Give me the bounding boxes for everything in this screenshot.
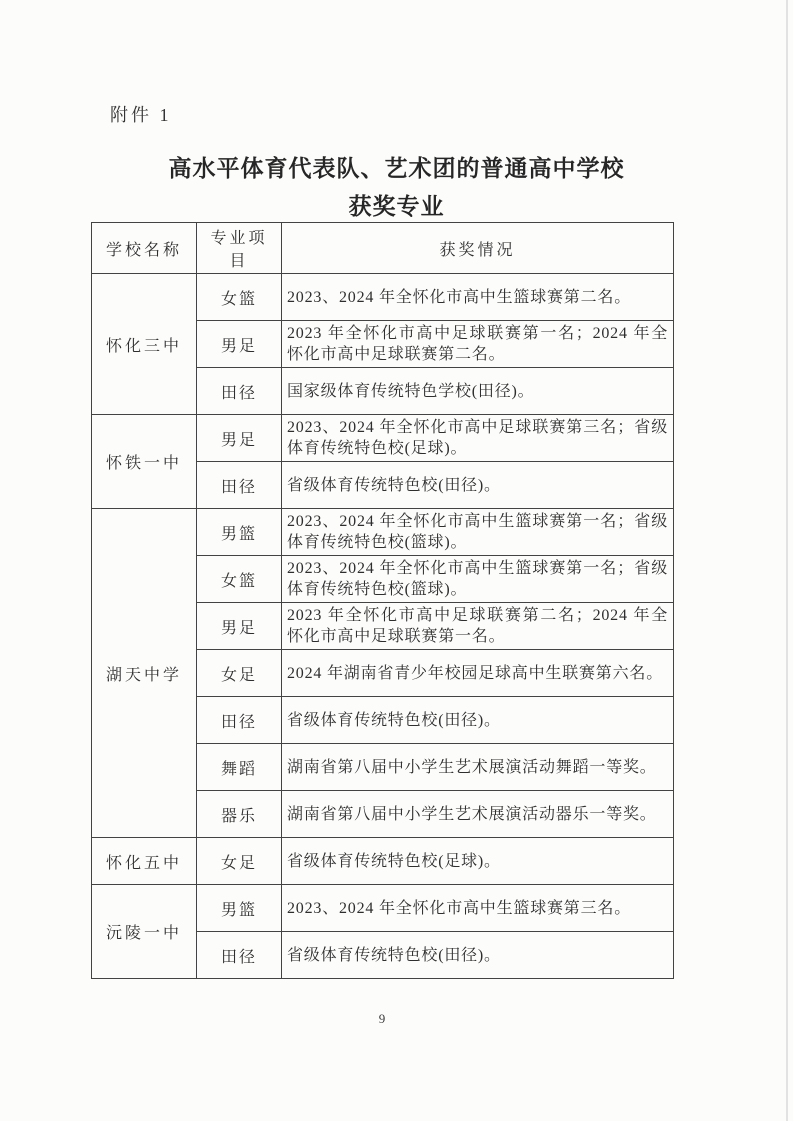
- award-cell: 2023 年全怀化市高中足球联赛第二名；2024 年全怀化市高中足球联赛第一名。: [282, 603, 674, 650]
- award-cell: 2023、2024 年全怀化市高中生篮球赛第一名；省级体育传统特色校(篮球)。: [282, 509, 674, 556]
- table-row: [92, 509, 674, 556]
- award-cell: 湖南省第八届中小学生艺术展演活动器乐一等奖。: [282, 791, 674, 838]
- table-row: [92, 415, 674, 462]
- header-school-name: 学校名称: [92, 223, 197, 274]
- page-number: 9: [378, 1011, 386, 1026]
- program-cell: 女篮: [197, 556, 282, 603]
- table-row: [92, 274, 674, 321]
- header-award-status: 获奖情况: [282, 223, 674, 274]
- program-cell: 男足: [197, 321, 282, 368]
- program-cell: 男足: [197, 415, 282, 462]
- document-title-line1: 高水平体育代表队、艺术团的普通高中学校: [168, 156, 625, 181]
- program-cell: 男足: [197, 603, 282, 650]
- award-cell: 湖南省第八届中小学生艺术展演活动舞蹈一等奖。: [282, 744, 674, 791]
- program-cell: 器乐: [197, 791, 282, 838]
- award-cell: 2023、2024 年全怀化市高中生篮球赛第二名。: [282, 274, 674, 321]
- school-name-cell: 怀化三中: [92, 274, 197, 415]
- award-cell: 2023、2024 年全怀化市高中足球联赛第三名；省级体育传统特色校(足球)。: [282, 415, 674, 462]
- program-cell: 女足: [197, 650, 282, 697]
- school-name-cell: 沅陵一中: [92, 885, 197, 979]
- award-cell: 2023 年全怀化市高中足球联赛第一名；2024 年全怀化市高中足球联赛第二名。: [282, 321, 674, 368]
- school-name-cell: 怀化五中: [92, 838, 197, 885]
- program-cell: 田径: [197, 932, 282, 979]
- attachment-label: 附件 1: [110, 105, 172, 125]
- table-header-row: [92, 223, 674, 274]
- program-cell: 男篮: [197, 509, 282, 556]
- award-cell: 省级体育传统特色校(田径)。: [282, 697, 674, 744]
- award-cell: 省级体育传统特色校(田径)。: [282, 462, 674, 509]
- table-row: [92, 838, 674, 885]
- header-program: 专业项目: [197, 223, 282, 274]
- program-cell: 田径: [197, 697, 282, 744]
- table-row: [92, 885, 674, 932]
- program-cell: 田径: [197, 368, 282, 415]
- school-name-cell: 湖天中学: [92, 509, 197, 838]
- document-title-line2: 获奖专业: [348, 194, 445, 219]
- program-cell: 男篮: [197, 885, 282, 932]
- award-cell: 国家级体育传统特色学校(田径)。: [282, 368, 674, 415]
- award-cell: 2023、2024 年全怀化市高中生篮球赛第一名；省级体育传统特色校(篮球)。: [282, 556, 674, 603]
- award-cell: 省级体育传统特色校(足球)。: [282, 838, 674, 885]
- award-cell: 2024 年湖南省青少年校园足球高中生联赛第六名。: [282, 650, 674, 697]
- awards-table: [91, 222, 674, 979]
- program-cell: 女足: [197, 838, 282, 885]
- award-cell: 2023、2024 年全怀化市高中生篮球赛第三名。: [282, 885, 674, 932]
- program-cell: 女篮: [197, 274, 282, 321]
- program-cell: 田径: [197, 462, 282, 509]
- program-cell: 舞蹈: [197, 744, 282, 791]
- award-cell: 省级体育传统特色校(田径)。: [282, 932, 674, 979]
- school-name-cell: 怀铁一中: [92, 415, 197, 509]
- scan-edge-artifact: [786, 0, 788, 1121]
